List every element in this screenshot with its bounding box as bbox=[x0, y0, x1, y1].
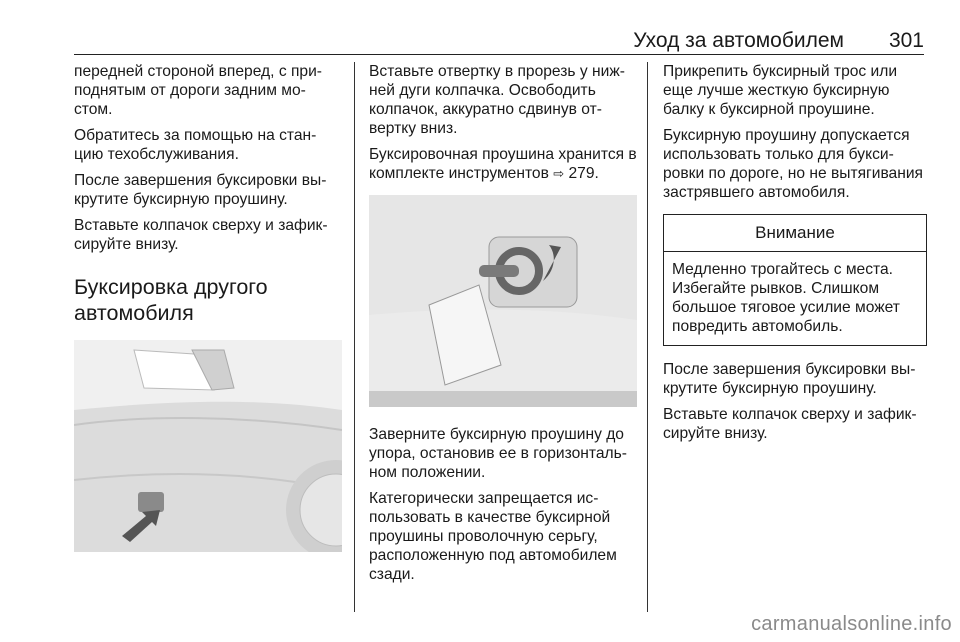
paragraph: Прикрепить буксирный трос или еще лучше жесткую буксирную балку к буксирной проушине. bbox=[663, 63, 898, 118]
page-reference[interactable]: 279. bbox=[568, 165, 599, 182]
column-2 bbox=[369, 62, 637, 591]
paragraph: Буксирную проушину допускается использовать только для букси-ровки по дороге, но не вытягивания застрявшего автомобиля. bbox=[663, 127, 923, 201]
paragraph bbox=[369, 145, 637, 183]
paragraph: передней стороной вперед, с при-поднятым от дороги задним мо-стом. bbox=[74, 63, 322, 118]
paragraph: Вставьте колпачок сверху и зафик-сируйте внизу. bbox=[663, 406, 917, 442]
paragraph: Обратитесь за помощью на стан-цию техобслуживания. bbox=[74, 127, 317, 163]
running-title: Уход за автомобилем bbox=[633, 29, 844, 52]
xref-arrow-icon: ⇨ bbox=[553, 166, 565, 181]
paragraph: После завершения буксировки вы-крутите буксирную проушину. bbox=[663, 361, 916, 397]
paragraph: Вставьте отвертку в прорезь у ниж-ней дуги колпачка. Освободить колпачок, аккуратно сдвинув от-вертку вниз. bbox=[369, 63, 625, 137]
column-3 bbox=[663, 62, 927, 450]
column-divider bbox=[354, 62, 355, 612]
column-divider bbox=[647, 62, 648, 612]
rear-bumper-illustration bbox=[74, 340, 342, 552]
towing-eye-illustration bbox=[369, 195, 637, 407]
paragraph: Заверните буксирную проушину до упора, остановив ее в горизонталь-ном положении. bbox=[369, 426, 627, 481]
page-number: 301 bbox=[888, 29, 924, 52]
section-heading: Буксировка другого автомобиля bbox=[74, 275, 268, 325]
column-1 bbox=[74, 62, 342, 552]
warning-text: Медленно трогайтесь с места. Избегайте рывков. Слишком большое тяговое усилие может повредить автомобиль. bbox=[672, 261, 900, 335]
watermark: carmanualsonline.info bbox=[751, 613, 952, 635]
page-header bbox=[74, 26, 924, 55]
paragraph: Категорически запрещается ис-пользовать в качестве буксирной проушины проволочную серьгу, расположенную под автомобилем сзади. bbox=[369, 490, 617, 583]
paragraph-text: Буксировочная проушина хранится в комплекте инструментов bbox=[369, 146, 637, 182]
warning-title: Внимание bbox=[664, 215, 926, 252]
warning-box bbox=[663, 214, 927, 346]
paragraph: Вставьте колпачок сверху и зафик-сируйте внизу. bbox=[74, 217, 328, 253]
paragraph: После завершения буксировки вы-крутите буксирную проушину. bbox=[74, 172, 327, 208]
